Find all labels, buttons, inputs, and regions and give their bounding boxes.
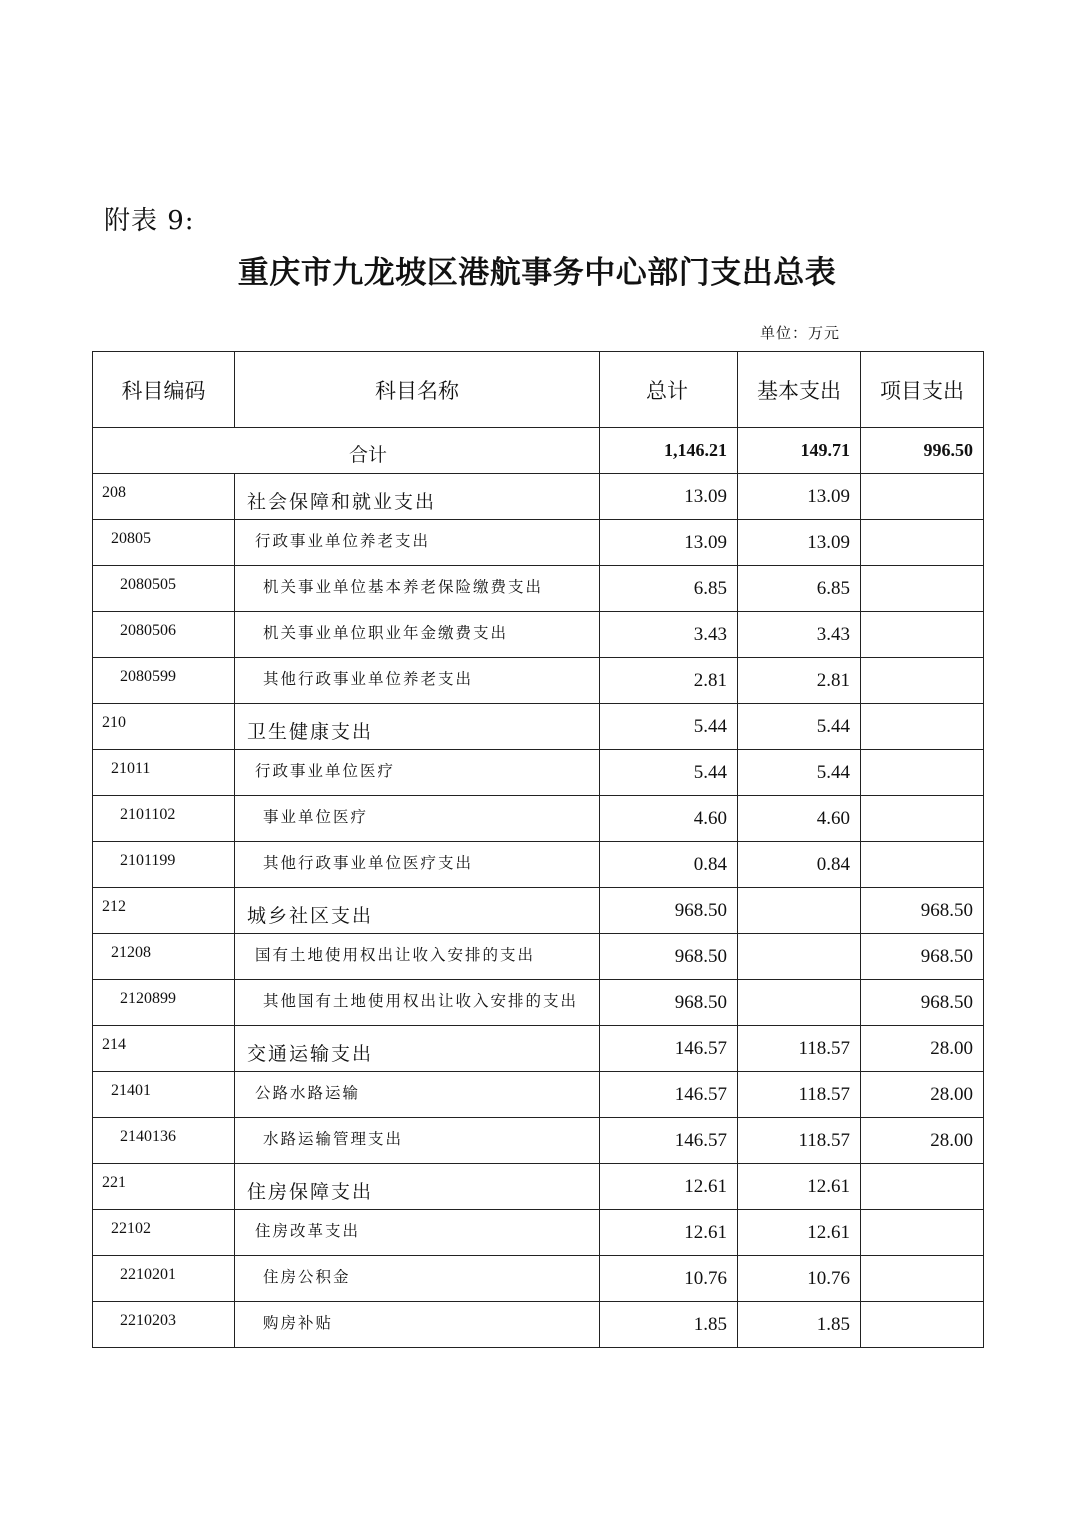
row-project [861,612,984,658]
row-basic: 6.85 [738,566,861,612]
row-code: 21011 [93,750,235,796]
header-total: 总计 [600,352,738,428]
row-basic: 0.84 [738,842,861,888]
row-basic: 2.81 [738,658,861,704]
row-code: 22102 [93,1210,235,1256]
row-project [861,520,984,566]
table-row [93,1210,984,1256]
row-basic: 12.61 [738,1164,861,1210]
row-code: 2080506 [93,612,235,658]
row-total: 3.43 [600,612,738,658]
table-row [93,520,984,566]
row-code: 214 [93,1026,235,1072]
row-name: 社会保障和就业支出 [235,474,600,520]
table-row [93,796,984,842]
row-code: 212 [93,888,235,934]
row-project [861,658,984,704]
row-name: 卫生健康支出 [235,704,600,750]
row-project: 28.00 [861,1072,984,1118]
row-total: 12.61 [600,1210,738,1256]
row-basic: 5.44 [738,704,861,750]
table-body [93,428,984,1348]
table-row [93,612,984,658]
row-code: 221 [93,1164,235,1210]
row-name: 水路运输管理支出 [235,1118,600,1164]
row-basic: 5.44 [738,750,861,796]
row-name: 其他行政事业单位养老支出 [235,658,600,704]
row-name: 其他行政事业单位医疗支出 [235,842,600,888]
row-code: 2210203 [93,1302,235,1348]
row-total: 4.60 [600,796,738,842]
table-row [93,1302,984,1348]
row-project: 968.50 [861,980,984,1026]
header-project: 项目支出 [861,352,984,428]
row-project [861,1302,984,1348]
row-project: 28.00 [861,1118,984,1164]
row-project [861,750,984,796]
row-code: 208 [93,474,235,520]
row-total: 0.84 [600,842,738,888]
row-name: 住房改革支出 [235,1210,600,1256]
row-basic: 13.09 [738,474,861,520]
row-total: 5.44 [600,750,738,796]
header-row [93,352,984,428]
row-code: 21208 [93,934,235,980]
row-name: 公路水路运输 [235,1072,600,1118]
row-total: 6.85 [600,566,738,612]
attachment-label: 附表 9: [104,206,195,236]
row-total: 968.50 [600,980,738,1026]
header-basic: 基本支出 [738,352,861,428]
total-project: 996.50 [861,428,984,474]
row-name: 行政事业单位养老支出 [235,520,600,566]
row-code: 2140136 [93,1118,235,1164]
row-basic: 1.85 [738,1302,861,1348]
row-total: 968.50 [600,888,738,934]
row-basic [738,888,861,934]
table-row [93,566,984,612]
row-code: 210 [93,704,235,750]
row-code: 2080599 [93,658,235,704]
row-project: 28.00 [861,1026,984,1072]
row-basic: 118.57 [738,1118,861,1164]
row-basic: 4.60 [738,796,861,842]
table-row [93,980,984,1026]
row-code: 20805 [93,520,235,566]
row-code: 2101199 [93,842,235,888]
row-code: 2210201 [93,1256,235,1302]
total-basic: 149.71 [738,428,861,474]
expense-table [92,351,984,1348]
row-total: 146.57 [600,1118,738,1164]
row-code: 2120899 [93,980,235,1026]
row-name: 机关事业单位职业年金缴费支出 [235,612,600,658]
table-row [93,1026,984,1072]
row-basic: 118.57 [738,1026,861,1072]
unit-label: 单位：万元 [760,324,841,342]
row-project [861,704,984,750]
row-project [861,796,984,842]
row-project [861,474,984,520]
table-row [93,704,984,750]
total-label: 合计 [93,428,600,474]
table-row [93,1256,984,1302]
row-project: 968.50 [861,934,984,980]
row-total: 1.85 [600,1302,738,1348]
row-basic [738,980,861,1026]
row-total: 146.57 [600,1072,738,1118]
row-name: 行政事业单位医疗 [235,750,600,796]
row-basic: 10.76 [738,1256,861,1302]
row-total: 2.81 [600,658,738,704]
row-basic: 118.57 [738,1072,861,1118]
row-basic: 12.61 [738,1210,861,1256]
table-row [93,474,984,520]
row-project [861,566,984,612]
row-project: 968.50 [861,888,984,934]
row-total: 5.44 [600,704,738,750]
table-row [93,1164,984,1210]
row-project [861,1164,984,1210]
table-row [93,842,984,888]
row-code: 2101102 [93,796,235,842]
row-name: 事业单位医疗 [235,796,600,842]
row-name: 机关事业单位基本养老保险缴费支出 [235,566,600,612]
table-row [93,750,984,796]
table-row [93,1118,984,1164]
row-basic: 13.09 [738,520,861,566]
row-name: 购房补贴 [235,1302,600,1348]
row-name: 住房公积金 [235,1256,600,1302]
row-total: 968.50 [600,934,738,980]
row-basic [738,934,861,980]
row-project [861,1210,984,1256]
row-code: 2080505 [93,566,235,612]
row-basic: 3.43 [738,612,861,658]
row-total: 10.76 [600,1256,738,1302]
table-row [93,658,984,704]
total-row [93,428,984,474]
page-title: 重庆市九龙坡区港航事务中心部门支出总表 [237,255,837,291]
row-project [861,842,984,888]
row-name: 城乡社区支出 [235,888,600,934]
row-name: 交通运输支出 [235,1026,600,1072]
row-project [861,1256,984,1302]
row-total: 13.09 [600,474,738,520]
header-code: 科目编码 [93,352,235,428]
row-name: 其他国有土地使用权出让收入安排的支出 [235,980,600,1026]
row-total: 12.61 [600,1164,738,1210]
total-total: 1,146.21 [600,428,738,474]
row-code: 21401 [93,1072,235,1118]
row-total: 13.09 [600,520,738,566]
header-name: 科目名称 [235,352,600,428]
row-name: 住房保障支出 [235,1164,600,1210]
table-row [93,1072,984,1118]
table-row [93,888,984,934]
row-total: 146.57 [600,1026,738,1072]
row-name: 国有土地使用权出让收入安排的支出 [235,934,600,980]
table-row [93,934,984,980]
